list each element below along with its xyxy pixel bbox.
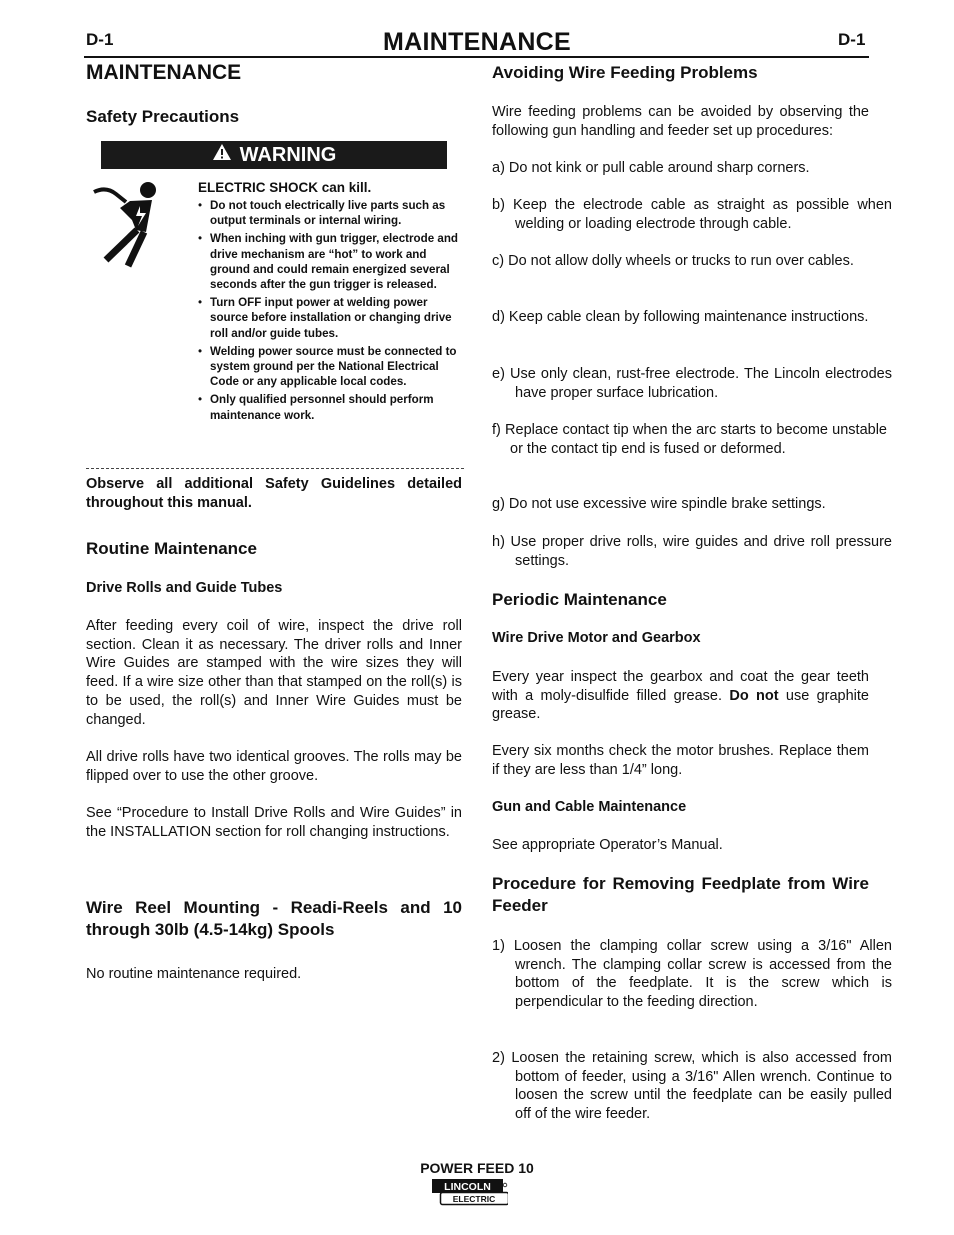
gun-cable-title: Gun and Cable Maintenance <box>492 799 687 815</box>
motor-text-bold: Do not <box>729 687 779 704</box>
avoid-item-d: d) Keep cable clean by following maintenance instructions. <box>492 309 869 325</box>
logo-bottom-text: ELECTRIC <box>452 1194 496 1204</box>
gun-cable-text: See appropriate Operator’s Manual. <box>492 837 723 853</box>
avoid-item-f: f) Replace contact tip when the arc starts to become unstable or the contact tip end is fused or deformed. <box>492 422 887 457</box>
avoid-item-b: b) Keep the electrode cable as straight as possible when welding or loading electrode through cable. <box>492 197 892 232</box>
safety-precautions-title: Safety Precautions <box>86 107 240 126</box>
feedplate-step-2: 2) Loosen the retaining screw, which is also accessed from bottom of feeder, using a 3/16" Allen wrench. Continue to loosen the screw until the feedplate can be easily pulled off of the wire feeder. <box>492 1050 892 1123</box>
drive-rolls-title: Drive Rolls and Guide Tubes <box>86 580 283 596</box>
motor-text-b: use graphite grease. <box>492 687 869 723</box>
electric-shock-icon <box>92 180 164 275</box>
observe-note: Observe all additional Safety Guidelines detailed throughout this manual. <box>86 476 462 511</box>
logo-top-text: LINCOLN <box>444 1181 491 1193</box>
page-code-right: D-1 <box>838 30 866 49</box>
header-rule <box>84 56 869 58</box>
warning-banner <box>101 141 447 169</box>
wire-reel-text: No routine maintenance required. <box>86 966 302 982</box>
drive-rolls-paragraph-2: All drive rolls have two identical grooves. The rolls may be flipped over to use the other groove. <box>86 749 462 784</box>
avoid-item-h: h) Use proper drive rolls, wire guides and drive roll pressure settings. <box>492 534 892 569</box>
warning-heading: ELECTRIC SHOCK can kill. <box>198 180 372 195</box>
section-heading: MAINTENANCE <box>86 61 242 84</box>
avoid-intro: Wire feeding problems can be avoided by observing the following gun handling and feeder set up procedures: <box>492 104 869 139</box>
motor-paragraph-1 <box>492 668 869 724</box>
page-code-left: D-1 <box>86 30 114 49</box>
avoid-item-g: g) Do not use excessive wire spindle brake settings. <box>492 496 826 512</box>
motor-text-a: Every year inspect the gearbox and coat the gear teeth with a moly-disulfide filled grease. <box>492 669 869 704</box>
warning-item: • Only qualified personnel should perform maintenance work. <box>198 392 466 422</box>
avoid-item-c: c) Do not allow dolly wheels or trucks to run over cables. <box>492 253 854 269</box>
warning-item: • Welding power source must be connected to system ground per the National Electrical Code or any applicable local codes. <box>198 344 466 390</box>
warning-triangle-icon <box>212 143 232 167</box>
periodic-maintenance-title: Periodic Maintenance <box>492 590 667 609</box>
dashed-divider <box>86 468 464 469</box>
lincoln-electric-logo <box>432 1179 508 1207</box>
avoid-feeding-title: Avoiding Wire Feeding Problems <box>492 63 758 82</box>
avoid-item-e: e) Use only clean, rust-free electrode. The Lincoln electrodes have proper surface lubrication. <box>492 366 892 401</box>
footer-product: POWER FEED 10 <box>420 1160 534 1176</box>
motor-gearbox-title: Wire Drive Motor and Gearbox <box>492 630 701 646</box>
avoid-item-a: a) Do not kink or pull cable around sharp corners. <box>492 160 810 176</box>
page-title: MAINTENANCE <box>382 28 572 56</box>
feedplate-title: Procedure for Removing Feedplate from Wire Feeder <box>492 874 869 915</box>
warning-label: WARNING <box>239 143 337 166</box>
wire-reel-title: Wire Reel Mounting - Readi-Reels and 10 through 30lb (4.5-14kg) Spools <box>86 898 462 939</box>
drive-rolls-paragraph-3: See “Procedure to Install Drive Rolls and Wire Guides” in the INSTALLATION section for roll changing instructions. <box>86 805 462 840</box>
feedplate-step-1: 1) Loosen the clamping collar screw using a 3/16" Allen wrench. The clamping collar screw is accessed from the bottom of the feedplate. It is the screw which is perpendicular to the feeding direction. <box>492 938 892 1011</box>
warning-item: • Turn OFF input power at welding power source before installation or changing drive roll and/or guide tubes. <box>198 295 466 341</box>
warning-item: • When inching with gun trigger, electrode and drive mechanism are “hot” to work and ground and could remain energized several seconds after the gun trigger is released. <box>198 231 466 292</box>
routine-maintenance-title: Routine Maintenance <box>86 539 257 558</box>
warning-list <box>198 198 466 426</box>
drive-rolls-paragraph-1: After feeding every coil of wire, inspect the drive roll section. Clean it as necessary. The driver rolls and Inner Wire Guides are stamped with the wire sizes they will feed. If a wire size other than that stamped on the roll(s) is to be used, the roll(s) and Inner Wire Guides must be changed. <box>86 618 462 728</box>
warning-item: • Do not touch electrically live parts such as output terminals or internal wiring. <box>198 198 466 228</box>
motor-paragraph-2: Every six months check the motor brushes. Replace them if they are less than 1/4” long. <box>492 743 869 778</box>
